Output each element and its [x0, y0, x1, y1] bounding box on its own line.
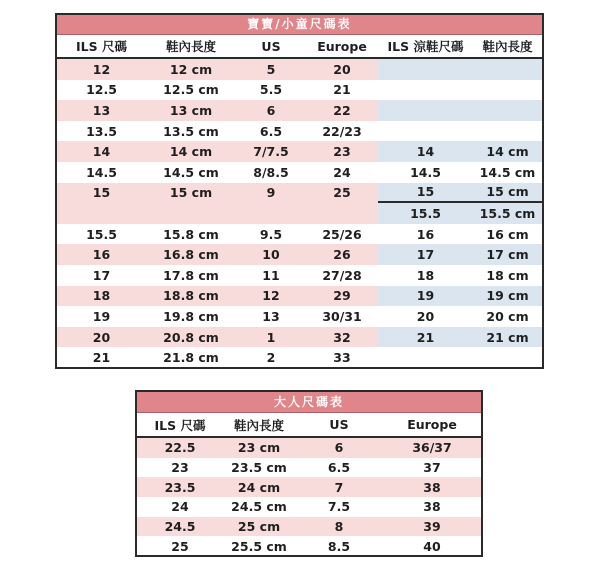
table-cell: 29	[333, 288, 351, 304]
table-cell: 19 cm	[486, 288, 529, 304]
baby-table-header-row	[57, 35, 542, 59]
baby-child-size-table	[55, 13, 544, 369]
table-row	[137, 497, 481, 517]
table-cell: 15 cm	[486, 184, 529, 200]
table-cell: 17	[416, 247, 435, 263]
table-cell: 23.5 cm	[231, 459, 287, 475]
main-size-cells	[57, 183, 378, 204]
header-europe: Europe	[317, 38, 367, 54]
sandal-size-cells	[378, 306, 542, 327]
table-cell	[57, 203, 146, 224]
table-cell: 14 cm	[169, 144, 213, 160]
table-cell: 9.5	[259, 226, 283, 242]
table-cell: 25	[171, 538, 189, 554]
header-inner-length: 鞋內長度	[165, 39, 216, 54]
table-cell: 25/26	[322, 226, 362, 242]
table-cell	[473, 59, 542, 80]
table-cell: 19	[92, 308, 111, 324]
table-row	[57, 347, 542, 368]
table-cell: 21 cm	[486, 329, 529, 345]
table-cell: 12 cm	[169, 61, 213, 77]
table-row	[57, 286, 542, 307]
table-cell	[378, 80, 473, 101]
table-cell: 32	[333, 329, 351, 345]
main-size-cells	[57, 80, 378, 101]
table-cell	[378, 347, 473, 368]
table-cell: 1	[266, 329, 276, 345]
table-cell: 2	[266, 350, 276, 366]
main-size-cells	[57, 162, 378, 183]
baby-table-title: 寶寶/小童尺碼表	[57, 15, 542, 35]
adult-table-header-row	[137, 413, 481, 438]
main-size-cells	[57, 265, 378, 286]
sandal-size-cells	[378, 265, 542, 286]
table-row	[137, 438, 481, 458]
table-cell: 13	[92, 102, 111, 118]
table-cell: 15	[92, 185, 111, 201]
main-size-cells	[57, 224, 378, 245]
main-size-cells	[57, 100, 378, 121]
table-cell: 38	[423, 499, 441, 515]
main-size-cells	[57, 121, 378, 142]
table-cell: 16	[92, 247, 111, 263]
table-cell: 26	[333, 247, 351, 263]
table-cell: 13 cm	[169, 102, 213, 118]
table-cell: 18.8 cm	[163, 288, 219, 304]
table-row	[57, 80, 542, 101]
table-cell: 18	[416, 267, 435, 283]
table-cell: 15.8 cm	[163, 226, 219, 242]
adult-table-title: 大人尺碼表	[137, 392, 481, 413]
table-row	[57, 327, 542, 348]
adult-size-cells	[137, 477, 481, 497]
table-cell	[473, 121, 542, 142]
main-size-cells	[57, 347, 378, 368]
table-row	[57, 59, 542, 80]
adult-table-rows	[137, 438, 481, 556]
table-row	[137, 517, 481, 537]
sandal-size-cells	[378, 100, 542, 121]
sandal-size-cells	[378, 80, 542, 101]
table-cell	[306, 203, 378, 224]
table-cell: 24	[171, 499, 189, 515]
table-cell: 15.5	[410, 205, 441, 221]
table-cell: 6	[334, 440, 344, 456]
table-cell: 6.5	[327, 459, 351, 475]
table-cell: 20	[92, 329, 111, 345]
table-cell: 24	[333, 164, 351, 180]
main-size-cells	[57, 286, 378, 307]
table-cell: 15.5 cm	[479, 205, 536, 221]
table-cell: 39	[423, 518, 441, 534]
table-cell	[473, 100, 542, 121]
table-cell: 23 cm	[237, 440, 281, 456]
sandal-size-cells	[378, 183, 542, 204]
table-row	[57, 162, 542, 183]
table-cell: 14.5	[86, 164, 117, 180]
table-cell: 17 cm	[486, 247, 529, 263]
table-cell: 18 cm	[486, 267, 529, 283]
table-cell: 20 cm	[486, 308, 529, 324]
sandal-size-cells	[378, 347, 542, 368]
table-cell: 10	[262, 247, 280, 263]
table-cell: 5.5	[259, 82, 283, 98]
header-us: US	[329, 417, 349, 432]
table-cell	[378, 121, 473, 142]
table-cell: 8/8.5	[253, 164, 289, 180]
table-cell: 19	[416, 288, 435, 304]
table-cell: 13.5	[86, 123, 117, 139]
table-cell: 38	[423, 479, 441, 495]
table-cell: 23.5	[164, 479, 196, 495]
table-row	[57, 224, 542, 245]
table-cell: 8.5	[327, 538, 351, 554]
table-cell: 25.5 cm	[231, 538, 287, 554]
header-europe: Europe	[407, 417, 457, 432]
table-cell: 24.5	[164, 518, 196, 534]
table-row	[57, 100, 542, 121]
adult-size-cells	[137, 497, 481, 517]
table-cell: 13.5 cm	[163, 123, 219, 139]
table-cell: 14 cm	[486, 144, 529, 160]
main-size-cells	[57, 306, 378, 327]
sandal-size-cells	[378, 327, 542, 348]
table-cell	[473, 347, 542, 368]
table-cell: 21	[92, 350, 111, 366]
adult-size-cells	[137, 517, 481, 537]
header-sandal-inner-length: 鞋內長度	[482, 39, 533, 54]
table-cell: 22/23	[322, 123, 362, 139]
table-cell: 7.5	[327, 499, 351, 515]
table-cell: 6	[266, 102, 276, 118]
table-cell: 21	[416, 329, 435, 345]
table-cell: 16 cm	[486, 226, 529, 242]
table-cell: 14	[416, 144, 435, 160]
sandal-size-cells	[378, 121, 542, 142]
table-cell: 15.5	[86, 226, 117, 242]
table-row	[137, 458, 481, 478]
table-cell: 5	[266, 61, 276, 77]
table-row	[57, 265, 542, 286]
table-cell: 20.8 cm	[163, 329, 219, 345]
table-cell	[236, 203, 306, 224]
table-cell: 36/37	[412, 440, 452, 456]
table-cell: 7/7.5	[253, 144, 289, 160]
table-cell: 8	[334, 518, 344, 534]
table-cell: 12	[92, 61, 111, 77]
table-cell: 33	[333, 350, 351, 366]
table-cell: 12.5 cm	[163, 82, 219, 98]
table-cell: 13	[262, 308, 280, 324]
header-ils-sandal-size: ILS 涼鞋尺碼	[387, 39, 464, 54]
header-inner-length: 鞋內長度	[233, 417, 284, 433]
adult-size-table	[135, 390, 483, 557]
table-cell: 22	[333, 102, 351, 118]
table-cell	[146, 203, 236, 224]
main-size-cells	[57, 244, 378, 265]
table-cell	[378, 100, 473, 121]
table-cell: 24.5 cm	[231, 499, 287, 515]
table-row	[137, 536, 481, 556]
table-cell: 20	[333, 61, 351, 77]
table-row	[57, 183, 542, 204]
table-cell	[378, 59, 473, 80]
sandal-size-cells	[378, 141, 542, 162]
table-cell: 27/28	[322, 267, 362, 283]
table-cell: 7	[334, 479, 344, 495]
table-row	[57, 203, 542, 224]
table-cell: 16	[416, 226, 435, 242]
main-size-cells	[57, 59, 378, 80]
main-size-cells	[57, 203, 378, 224]
sandal-size-cells	[378, 286, 542, 307]
table-cell: 17	[92, 267, 111, 283]
table-cell: 24 cm	[237, 479, 281, 495]
table-row	[57, 121, 542, 142]
main-size-cells	[57, 141, 378, 162]
table-cell: 17.8 cm	[163, 267, 219, 283]
header-ils-size: ILS 尺碼	[154, 417, 206, 433]
table-row	[137, 477, 481, 497]
table-cell: 14.5	[410, 164, 441, 180]
table-cell: 16.8 cm	[163, 247, 219, 263]
table-cell: 20	[416, 308, 435, 324]
sandal-size-cells	[378, 203, 542, 224]
table-cell: 15 cm	[169, 185, 213, 201]
table-cell: 37	[423, 459, 441, 475]
table-cell: 21.8 cm	[163, 350, 219, 366]
table-cell: 25	[333, 185, 351, 201]
header-us: US	[261, 38, 281, 54]
table-cell: 23	[333, 144, 351, 160]
table-cell: 14.5 cm	[163, 164, 219, 180]
adult-size-cells	[137, 438, 481, 458]
table-cell: 9	[266, 185, 276, 201]
table-cell: 23	[171, 459, 189, 475]
baby-table-rows	[57, 59, 542, 368]
main-size-cells	[57, 327, 378, 348]
sandal-size-cells	[378, 244, 542, 265]
table-cell: 15	[416, 184, 435, 200]
table-cell: 30/31	[322, 308, 362, 324]
table-cell: 14.5 cm	[479, 164, 536, 180]
header-ils-size: ILS 尺碼	[76, 39, 127, 54]
table-cell: 6.5	[259, 123, 283, 139]
table-cell: 12.5	[86, 82, 117, 98]
table-cell: 25 cm	[237, 518, 281, 534]
table-cell	[473, 80, 542, 101]
sandal-size-cells	[378, 224, 542, 245]
table-cell: 19.8 cm	[163, 308, 219, 324]
table-cell: 12	[262, 288, 280, 304]
table-row	[57, 141, 542, 162]
table-cell: 18	[92, 288, 111, 304]
sandal-size-cells	[378, 162, 542, 183]
table-cell: 14	[92, 144, 111, 160]
table-cell: 21	[333, 82, 351, 98]
table-cell: 11	[262, 267, 280, 283]
table-row	[57, 244, 542, 265]
table-cell: 40	[423, 538, 441, 554]
table-cell: 22.5	[164, 440, 196, 456]
table-row	[57, 306, 542, 327]
sandal-size-cells	[378, 59, 542, 80]
adult-size-cells	[137, 536, 481, 556]
adult-size-cells	[137, 458, 481, 478]
